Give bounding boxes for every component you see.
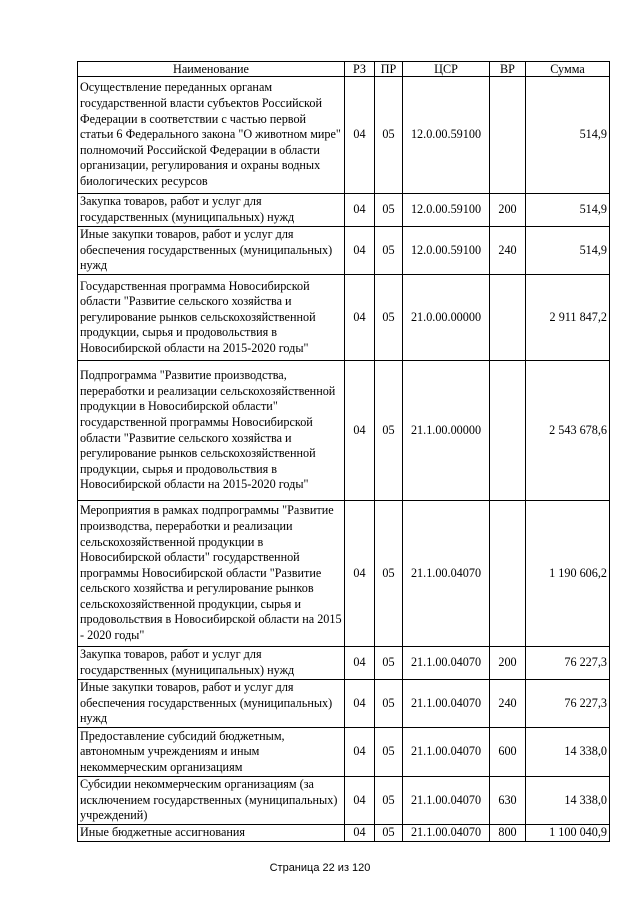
row-csr: 21.1.00.00000 (403, 361, 490, 501)
budget-table (77, 61, 610, 842)
row-rz: 04 (345, 647, 375, 680)
row-name: Осуществление переданных органам государственной власти субъектов Российской Федерации в соответствии с частью первой статьи 6 Федерального закона "О животном мире" полномочий Российской Федерации в области организации, регулирования и охраны водных биологических ресурсов (78, 77, 345, 194)
row-rz: 04 (345, 825, 375, 842)
row-pr: 05 (375, 194, 403, 227)
row-pr: 05 (375, 825, 403, 842)
row-csr: 21.0.00.00000 (403, 275, 490, 361)
col-header-name: Наименование (78, 62, 345, 77)
row-pr: 05 (375, 227, 403, 275)
row-rz: 04 (345, 361, 375, 501)
row-vr (490, 501, 526, 647)
row-pr: 05 (375, 647, 403, 680)
table-row (78, 777, 610, 825)
row-sum: 514,9 (526, 227, 610, 275)
row-pr: 05 (375, 728, 403, 777)
table-row (78, 275, 610, 361)
table-row (78, 680, 610, 728)
row-vr: 240 (490, 680, 526, 728)
row-rz: 04 (345, 728, 375, 777)
row-vr (490, 77, 526, 194)
row-vr (490, 275, 526, 361)
row-vr (490, 361, 526, 501)
row-vr: 630 (490, 777, 526, 825)
row-name: Закупка товаров, работ и услуг для государственных (муниципальных) нужд (78, 647, 345, 680)
row-vr: 240 (490, 227, 526, 275)
row-sum: 76 227,3 (526, 647, 610, 680)
row-sum: 2 911 847,2 (526, 275, 610, 361)
col-header-pr: ПР (375, 62, 403, 77)
row-name: Иные бюджетные ассигнования (78, 825, 345, 842)
table-row (78, 227, 610, 275)
row-csr: 12.0.00.59100 (403, 77, 490, 194)
row-rz: 04 (345, 680, 375, 728)
row-sum: 76 227,3 (526, 680, 610, 728)
row-name: Иные закупки товаров, работ и услуг для обеспечения государственных (муниципальных) нужд (78, 227, 345, 275)
row-pr: 05 (375, 777, 403, 825)
table-row (78, 647, 610, 680)
row-rz: 04 (345, 777, 375, 825)
row-name: Подпрограмма "Развитие производства, переработки и реализации сельскохозяйственной продукции в Новосибирской области" государственной программы Новосибирской области "Развитие сельского хозяйства и регулирование рынков сельскохозяйственной продукции, сырья и продовольствия в Новосибирской области на 2015-2020 годы" (78, 361, 345, 501)
row-csr: 21.1.00.04070 (403, 777, 490, 825)
row-vr: 200 (490, 647, 526, 680)
row-name: Закупка товаров, работ и услуг для государственных (муниципальных) нужд (78, 194, 345, 227)
row-sum: 514,9 (526, 77, 610, 194)
row-csr: 21.1.00.04070 (403, 728, 490, 777)
row-sum: 514,9 (526, 194, 610, 227)
row-name: Предоставление субсидий бюджетным, автономным учреждениям и иным некоммерческим организациям (78, 728, 345, 777)
row-rz: 04 (345, 227, 375, 275)
page-number-footer: Страница 22 из 120 (269, 862, 371, 874)
table-row (78, 77, 610, 194)
table-row (78, 728, 610, 777)
col-header-vr: ВР (490, 62, 526, 77)
col-header-rz: РЗ (345, 62, 375, 77)
row-csr: 21.1.00.04070 (403, 825, 490, 842)
row-rz: 04 (345, 275, 375, 361)
table-row (78, 194, 610, 227)
row-name: Субсидии некоммерческим организациям (за исключением государственных (муниципальных) учреждений) (78, 777, 345, 825)
row-csr: 21.1.00.04070 (403, 647, 490, 680)
row-pr: 05 (375, 680, 403, 728)
row-csr: 21.1.00.04070 (403, 501, 490, 647)
row-vr: 600 (490, 728, 526, 777)
row-sum: 14 338,0 (526, 728, 610, 777)
col-header-sum: Сумма (526, 62, 610, 77)
row-name: Государственная программа Новосибирской области "Развитие сельского хозяйства и регулирование рынков сельскохозяйственной продукции, сырья и продовольствия в Новосибирской области на 2015-2020 годы" (78, 275, 345, 361)
row-sum: 1 100 040,9 (526, 825, 610, 842)
row-pr: 05 (375, 77, 403, 194)
table-row (78, 361, 610, 501)
row-pr: 05 (375, 275, 403, 361)
row-pr: 05 (375, 361, 403, 501)
row-sum: 14 338,0 (526, 777, 610, 825)
row-vr: 800 (490, 825, 526, 842)
row-csr: 21.1.00.04070 (403, 680, 490, 728)
row-name: Мероприятия в рамках подпрограммы "Развитие производства, переработки и реализации сельскохозяйственной продукции в Новосибирской области" государственной программы Новосибирской области "Развитие сельского хозяйства и регулирование рынков сельскохозяйственной продукции, сырья и продовольствия в Новосибирской области на 2015 - 2020 годы" (78, 501, 345, 647)
row-sum: 1 190 606,2 (526, 501, 610, 647)
row-pr: 05 (375, 501, 403, 647)
col-header-csr: ЦСР (403, 62, 490, 77)
table-row (78, 825, 610, 842)
row-csr: 12.0.00.59100 (403, 227, 490, 275)
row-csr: 12.0.00.59100 (403, 194, 490, 227)
row-vr: 200 (490, 194, 526, 227)
row-sum: 2 543 678,6 (526, 361, 610, 501)
row-rz: 04 (345, 194, 375, 227)
table-row (78, 501, 610, 647)
row-rz: 04 (345, 501, 375, 647)
row-name: Иные закупки товаров, работ и услуг для обеспечения государственных (муниципальных) нужд (78, 680, 345, 728)
header-row (78, 62, 610, 77)
row-rz: 04 (345, 77, 375, 194)
